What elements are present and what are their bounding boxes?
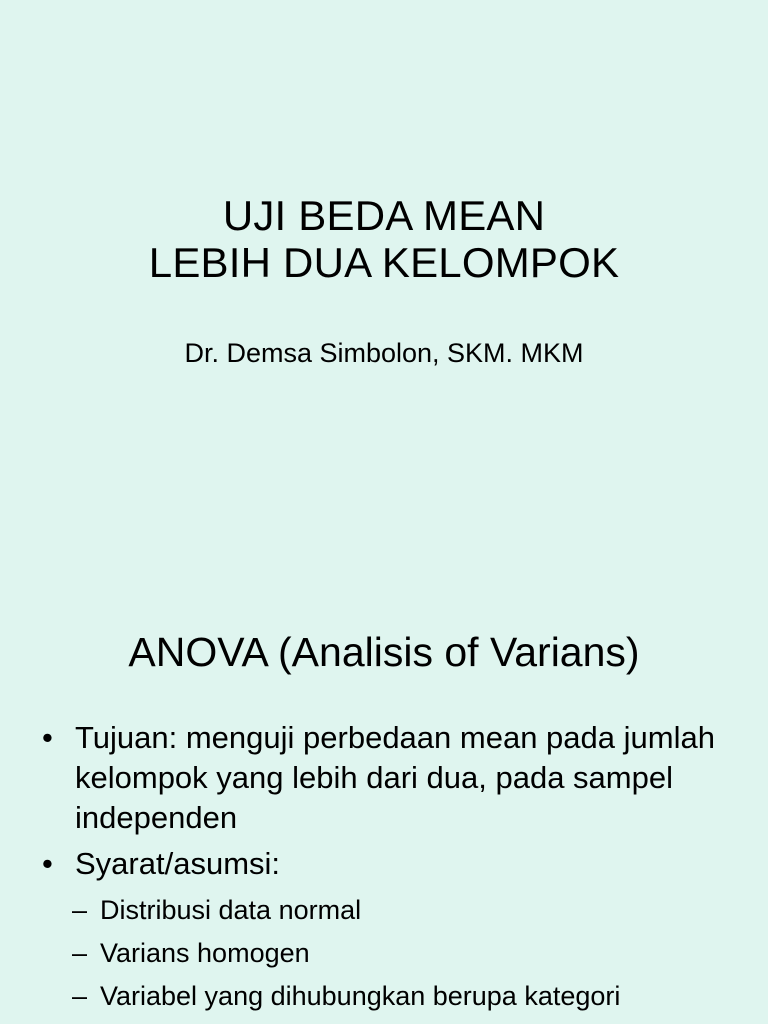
title-line-2: LEBIH DUA KELOMPOK [148, 239, 620, 286]
sub-bullet-list [72, 890, 762, 1016]
sub-bullet-item [72, 933, 762, 973]
bullet-text: Syarat/asumsi: [75, 846, 281, 881]
sub-bullet-item [72, 976, 762, 1016]
dash-icon: – [72, 981, 88, 1011]
dash-icon: – [72, 938, 88, 968]
bullet-dot-icon: • [42, 846, 53, 881]
title-line-1: UJI BEDA MEAN [222, 192, 546, 239]
slide-title [0, 192, 768, 286]
bullet-item-tujuan [42, 718, 762, 838]
anova-slide [0, 576, 768, 1024]
bullet-list [42, 718, 762, 1022]
sub-bullet-text: Variabel yang dihubungkan berupa kategori [100, 981, 621, 1011]
author-name: Dr. Demsa Simbolon, SKM. MKM [184, 338, 584, 368]
dash-icon: – [72, 895, 88, 925]
slide-heading: ANOVA (Analisis of Varians) [128, 629, 640, 675]
sub-bullet-text: Varians homogen [100, 938, 310, 968]
bullet-item-syarat [42, 844, 762, 1016]
sub-bullet-item [72, 890, 762, 930]
bullet-text: Tujuan: menguji perbedaan mean pada jumlah kelompok yang lebih dari dua, pada sampel independen [75, 720, 715, 835]
bullet-dot-icon: • [42, 720, 53, 755]
sub-bullet-text: Distribusi data normal [100, 895, 362, 925]
